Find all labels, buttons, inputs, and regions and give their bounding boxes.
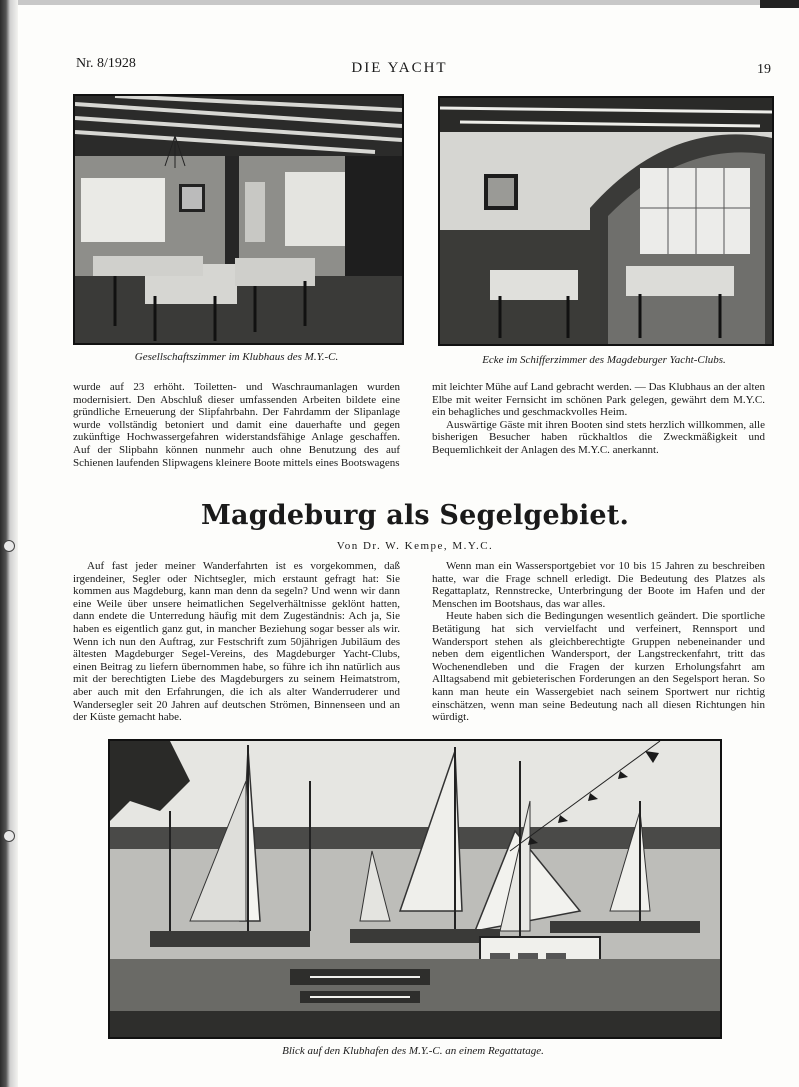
issue-number: Nr. 8/1928 (76, 56, 136, 71)
paragraph: Wenn man ein Wassersportgebiet vor 10 bis 15 Jahren zu beschreiben hatte, war die Frage schnell erledigt. Die Bedeutung des Platzes als Regattaplatz, Rennstrecke, Unterbringung der Boote im Hafen und der Menschen im Bootshaus, das war alles. (432, 560, 765, 610)
upper-right-column (432, 381, 765, 457)
caption-club-room: Gesellschaftszimmer im Klubhaus des M.Y.-C. (134, 351, 339, 363)
article-byline: Von Dr. W. Kempe, M.Y.C. (336, 540, 494, 552)
scan-top-edge (18, 0, 799, 5)
caption-skipper-room: Ecke im Schifferzimmer des Magdeburger Yacht-Clubs. (482, 354, 726, 366)
photo-club-harbour (108, 739, 722, 1039)
paragraph: Heute haben sich die Bedingungen wesentlich geändert. Die sportliche Betätigung hat sich vervielfacht und verfeinert, Rennsport und Wandersport stehen als gleichberechtigte Gruppen nebeneinander und neben dem eigentlichen Wandersport, der Langstreckenfahrt, tritt das Wochenendleben und die Fragen der kurzen Erholungsfahrt am Alltagsabend mit gebieterischen Forderungen an den Segelsport heran. So kann man heute ein Wassergebiet nach seinem Sportwert nur richtig einschätzen, wenn man seine Bedeutung nach all diesen Richtungen hin würdigt. (432, 610, 765, 724)
article-title: Magdeburg als Segelgebiet. (200, 500, 630, 531)
paragraph: Auswärtige Gäste mit ihren Booten sind stets herzlich willkommen, alle bisherigen Besucher haben rückhaltlos die Zweckmäßigkeit und Bequemlichkeit der Anlagen des M.Y.C. anerkannt. (432, 418, 765, 456)
magazine-title: DIE YACHT (351, 60, 448, 76)
upper-left-column (73, 381, 400, 469)
binding-hole (3, 830, 15, 842)
article-left-column (73, 560, 400, 724)
paragraph: wurde auf 23 erhöht. Toiletten- und Waschraumanlagen wurden modernisiert. Den Abschluß dieser umfassenden Arbeiten bildete eine gründliche Erneuerung der Slipfahrbahn. Der Fahrdamm der Slipanlage wurde vollständig betoniert und damit eine dauerhafte und gegen zukünftige Hochwassergefahren widerstandsfähige Anlage geschaffen. Auf der Slipbahn können nunmehr auch ohne Benutzung des auf Schienen laufenden Slipwagens kleinere Boote mittels eines Bootswagens (73, 381, 400, 469)
photo-club-room (73, 94, 404, 345)
article-right-column (432, 560, 765, 724)
paragraph: mit leichter Mühe auf Land gebracht werden. — Das Klubhaus an der alten Elbe mit weiter Fernsicht im schönen Park gelegen, gewährt dem M.Y.C. ein behagliches und geschmackvolles Heim. (432, 381, 765, 419)
paragraph: Auf fast jeder meiner Wanderfahrten ist es vorgekommen, daß irgendeiner, Segler oder Nichtsegler, mich erstaunt gefragt hat: Sie kommen aus Magdeburg, kann man denn da segeln? Und wenn wir dann eine Weile über unsere heimatlichen Segelverhältnisse geklönt hatten, dann endete die Unterredung häufig mit dem Zugeständnis: Ach ja, Sie haben es eigentlich ganz gut, in mancher Beziehung sogar besser als wir. Wenn ich nun den Auftrag, zur Festschrift zum 50jährigen Jubiläum des ältesten Magdeburger Segel-Vereins, des Magdeburger Yacht-Clubs, einen Beitrag zu liefern übernommen habe, so führe ich ihn natürlich aus mit der berechtigten Liebe des Magdeburgers zu seinem Heimatstrom, aber auch mit den Erfahrungen, die ich als alter Wanderruderer und Wandersegler seit 20 Jahren auf deutschen Strömen, Binnenseen und an der Küste gemacht habe. (73, 560, 400, 724)
scan-corner (760, 0, 799, 8)
caption-club-harbour: Blick auf den Klubhafen des M.Y.-C. an einem Regattatage. (282, 1045, 544, 1057)
photo-skipper-room (438, 96, 774, 346)
page-number: 19 (757, 62, 771, 77)
